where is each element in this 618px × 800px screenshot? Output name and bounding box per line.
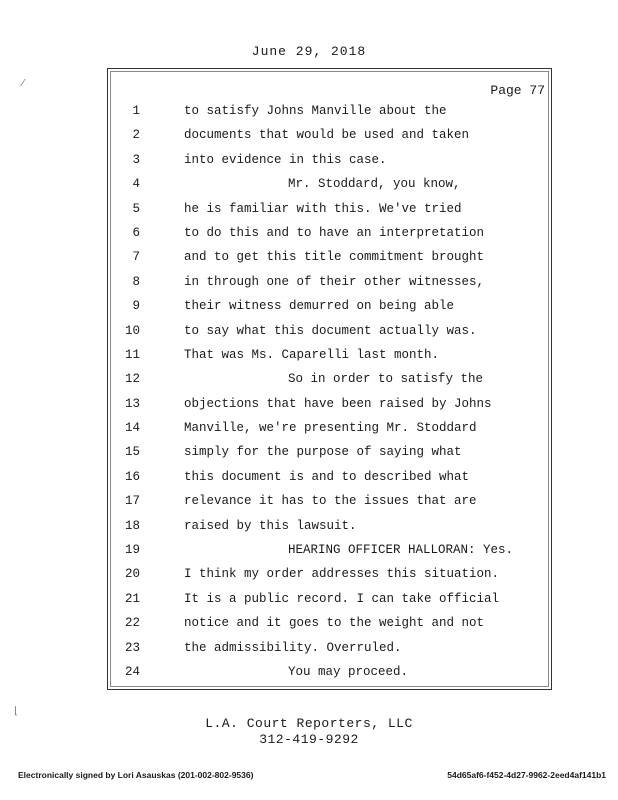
transcript-line	[108, 514, 551, 538]
line-number: 15	[124, 445, 140, 460]
line-text: documents that would be used and taken	[184, 128, 470, 143]
transcript-line	[108, 636, 551, 660]
line-number: 20	[124, 567, 140, 582]
transcript-line	[108, 587, 551, 611]
page-number: Page 77	[490, 83, 545, 98]
transcript-line	[108, 123, 551, 147]
transcript-line	[108, 538, 551, 562]
scan-mark: ⁄	[22, 78, 24, 89]
line-number: 8	[132, 274, 140, 289]
line-number: 24	[124, 664, 140, 679]
line-text: this document is and to described what	[184, 469, 470, 484]
line-number: 12	[124, 372, 140, 387]
line-text: to satisfy Johns Manville about the	[184, 104, 447, 118]
line-text: in through one of their other witnesses,	[184, 274, 485, 289]
transcript-line	[108, 416, 551, 440]
line-text: to say what this document actually was.	[184, 323, 477, 338]
line-number: 4	[132, 177, 140, 192]
esign-text: Electronically signed by Lori Asauskas (201-002-802-9536)	[18, 770, 254, 780]
line-number: 5	[132, 201, 140, 216]
line-number: 21	[124, 591, 140, 606]
line-number: 18	[124, 518, 140, 533]
document-hash: 54d65af6-f452-4d27-9962-2eed4af141b1	[447, 770, 606, 780]
transcript-line	[108, 221, 551, 245]
line-text: I think my order addresses this situation.	[184, 567, 500, 582]
transcript-line	[108, 343, 551, 367]
transcript-line	[108, 172, 551, 196]
transcript-line	[108, 660, 551, 684]
transcript-lines	[108, 99, 551, 684]
line-number: 14	[124, 421, 140, 436]
line-text: Manville, we're presenting Mr. Stoddard	[184, 421, 477, 436]
line-text: the admissibility. Overruled.	[184, 640, 402, 655]
line-text: HEARING OFFICER HALLORAN: Yes.	[288, 543, 514, 558]
line-number: 2	[132, 128, 140, 143]
line-number: 9	[132, 299, 140, 314]
line-number: 6	[132, 225, 140, 240]
transcript-line	[108, 440, 551, 464]
line-number: 10	[124, 323, 140, 338]
transcript-line	[108, 319, 551, 343]
line-number: 1	[132, 104, 140, 118]
line-text: relevance it has to the issues that are	[184, 494, 477, 509]
line-text: simply for the purpose of saying what	[184, 445, 462, 460]
footer-phone: 312-419-9292	[259, 732, 359, 747]
line-number: 16	[124, 469, 140, 484]
line-text: Mr. Stoddard, you know,	[288, 177, 461, 192]
transcript-line	[108, 270, 551, 294]
scan-mark: ⌊	[14, 706, 18, 717]
line-text: into evidence in this case.	[184, 152, 387, 167]
transcript-line	[108, 148, 551, 172]
transcript-line	[108, 611, 551, 635]
footer	[0, 716, 618, 748]
line-text: notice and it goes to the weight and not	[184, 616, 485, 631]
transcript-line	[108, 367, 551, 391]
line-number: 7	[132, 250, 140, 265]
line-text: raised by this lawsuit.	[184, 518, 357, 533]
line-text: and to get this title commitment brought	[184, 250, 485, 265]
line-text: It is a public record. I can take official	[184, 591, 500, 606]
line-text: That was Ms. Caparelli last month.	[184, 347, 440, 362]
line-number: 13	[124, 396, 140, 411]
line-text: to do this and to have an interpretation	[184, 225, 485, 240]
transcript-line	[108, 465, 551, 489]
line-text: their witness demurred on being able	[184, 299, 455, 314]
transcript-line	[108, 392, 551, 416]
line-number: 17	[124, 494, 140, 509]
line-text: he is familiar with this. We've tried	[184, 201, 462, 216]
transcript-line	[108, 562, 551, 586]
line-number: 3	[132, 152, 140, 167]
line-number: 23	[124, 640, 140, 655]
line-text: So in order to satisfy the	[288, 372, 484, 387]
line-number: 11	[124, 347, 140, 362]
line-text: You may proceed.	[288, 664, 409, 679]
line-number: 19	[124, 543, 140, 558]
transcript-page	[107, 68, 552, 690]
transcript-line	[108, 245, 551, 269]
transcript-line	[108, 197, 551, 221]
header-date: June 29, 2018	[251, 44, 367, 59]
footer-company: L.A. Court Reporters, LLC	[205, 716, 413, 731]
transcript-line	[108, 294, 551, 318]
line-number: 22	[124, 616, 140, 631]
transcript-line	[108, 489, 551, 513]
line-text: objections that have been raised by Johns	[184, 396, 492, 411]
transcript-line	[108, 99, 551, 123]
